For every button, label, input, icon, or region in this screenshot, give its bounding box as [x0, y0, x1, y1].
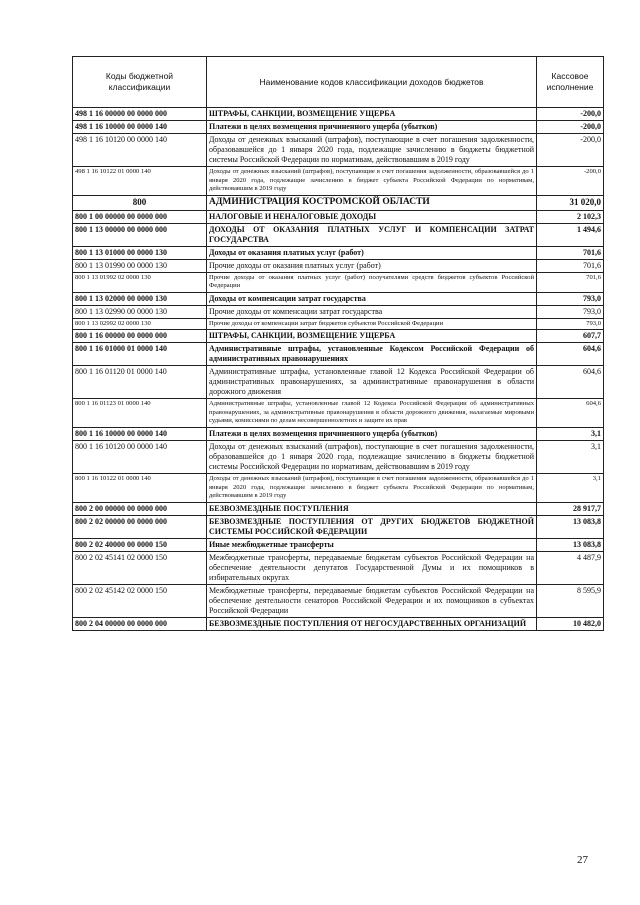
row-code: 498 1 16 10000 00 0000 140: [73, 121, 207, 134]
table-row: [73, 305, 604, 318]
page-number: 27: [577, 854, 588, 866]
table-row: [73, 292, 604, 305]
table-row: [73, 134, 604, 167]
table-row: [73, 551, 604, 584]
table-row: [73, 223, 604, 246]
row-amount: 8 595,9: [537, 584, 604, 617]
row-amount: 793,0: [537, 292, 604, 305]
table-row: [73, 584, 604, 617]
row-code: 800 1 13 01990 00 0000 130: [73, 259, 207, 272]
header-names: Наименование кодов классификации доходов бюджетов: [207, 57, 537, 108]
row-name: Административные штрафы, установленные Кодексом Российской Федерации об административных правонарушениях: [207, 343, 537, 366]
row-code: 800 1 16 01000 01 0000 140: [73, 343, 207, 366]
row-name: БЕЗВОЗМЕЗДНЫЕ ПОСТУПЛЕНИЯ ОТ НЕГОСУДАРСТВЕННЫХ ОРГАНИЗАЦИЙ: [207, 617, 537, 630]
row-name: Доходы от денежных взысканий (штрафов), поступающие в счет погашения задолженности, образовавшейся до 1 января 2020 года, подлежащие зачислению в бюджет субъекта Российской Федерации по нормативам, действовавшим в 2019 году: [207, 473, 537, 502]
row-amount: 2 102,3: [537, 210, 604, 223]
row-amount: 604,6: [537, 399, 604, 428]
table-row: [73, 330, 604, 343]
row-name: Административные штрафы, установленные главой 12 Кодекса Российской Федерации об административных правонарушениях, за административные правонарушения в области дорожного движения, налагаемые мировыми судьями, комиссиями по делам несовершеннолетних и защите их прав: [207, 399, 537, 428]
row-amount: 28 917,7: [537, 502, 604, 515]
table-row: [73, 167, 604, 196]
row-code: 800 1 16 00000 00 0000 000: [73, 330, 207, 343]
table-row: [73, 617, 604, 630]
row-name: Административные штрафы, установленные главой 12 Кодекса Российской Федерации об административных правонарушениях, за административные правонарушения в области дорожного движения: [207, 366, 537, 399]
row-code: 800 2 02 45141 02 0000 150: [73, 551, 207, 584]
row-amount: 793,0: [537, 305, 604, 318]
row-amount: 701,6: [537, 259, 604, 272]
row-amount: 3,1: [537, 440, 604, 473]
row-name: Платежи в целях возмещения причиненного ущерба (убытков): [207, 427, 537, 440]
row-amount: 793,0: [537, 318, 604, 330]
row-name: Межбюджетные трансферты, передаваемые бюджетам субъектов Российской Федерации на обеспечение деятельности депутатов Государственной Думы и их помощников в избирательных округах: [207, 551, 537, 584]
table-row: [73, 259, 604, 272]
row-code: 800 1 16 10000 00 0000 140: [73, 427, 207, 440]
table-row: [73, 210, 604, 223]
row-code: 800 1 00 00000 00 0000 000: [73, 210, 207, 223]
row-name: ДОХОДЫ ОТ ОКАЗАНИЯ ПЛАТНЫХ УСЛУГ И КОМПЕНСАЦИИ ЗАТРАТ ГОСУДАРСТВА: [207, 223, 537, 246]
row-code: 800 1 13 01000 00 0000 130: [73, 246, 207, 259]
row-code: 800: [73, 195, 207, 210]
row-amount: -200,0: [537, 134, 604, 167]
row-amount: 13 083,8: [537, 515, 604, 538]
row-code: 800 1 16 01120 01 0000 140: [73, 366, 207, 399]
header-amount: Кассовое исполнение: [537, 57, 604, 108]
table-row: [73, 399, 604, 428]
row-code: 800 1 16 10122 01 0000 140: [73, 473, 207, 502]
row-name: Прочие доходы от оказания платных услуг (работ) получателями средств бюджетов субъектов Российской Федерации: [207, 272, 537, 292]
row-amount: 607,7: [537, 330, 604, 343]
row-amount: 13 083,8: [537, 538, 604, 551]
row-name: АДМИНИСТРАЦИЯ КОСТРОМСКОЙ ОБЛАСТИ: [207, 195, 537, 210]
row-amount: 604,6: [537, 343, 604, 366]
row-amount: -200,0: [537, 167, 604, 196]
row-code: 498 1 16 00000 00 0000 000: [73, 108, 207, 121]
table-row: [73, 318, 604, 330]
row-name: НАЛОГОВЫЕ И НЕНАЛОГОВЫЕ ДОХОДЫ: [207, 210, 537, 223]
table-row: [73, 108, 604, 121]
row-code: 800 1 13 01992 02 0000 130: [73, 272, 207, 292]
table-row: [73, 538, 604, 551]
row-code: 800 2 00 00000 00 0000 000: [73, 502, 207, 515]
row-code: 800 1 13 02992 02 0000 130: [73, 318, 207, 330]
row-code: 800 1 13 00000 00 0000 000: [73, 223, 207, 246]
row-name: Доходы от денежных взысканий (штрафов), поступающие в счет погашения задолженности, образовавшейся до 1 января 2020 года, подлежащие зачислению в бюджеты бюджетной системы Российской Федерации по нормативам, действовавшим в 2019 году: [207, 134, 537, 167]
row-name: Прочие доходы от оказания платных услуг (работ): [207, 259, 537, 272]
row-name: БЕЗВОЗМЕЗДНЫЕ ПОСТУПЛЕНИЯ: [207, 502, 537, 515]
table-row: [73, 343, 604, 366]
row-code: 800 1 16 10120 00 0000 140: [73, 440, 207, 473]
row-name: ШТРАФЫ, САНКЦИИ, ВОЗМЕЩЕНИЕ УЩЕРБА: [207, 330, 537, 343]
row-name: БЕЗВОЗМЕЗДНЫЕ ПОСТУПЛЕНИЯ ОТ ДРУГИХ БЮДЖЕТОВ БЮДЖЕТНОЙ СИСТЕМЫ РОССИЙСКОЙ ФЕДЕРАЦИИ: [207, 515, 537, 538]
row-amount: -200,0: [537, 108, 604, 121]
table-row: [73, 473, 604, 502]
row-name: Доходы от денежных взысканий (штрафов), поступающие в счет погашения задолженности, образовавшейся до 1 января 2020 года, подлежащие зачислению в бюджеты бюджетной системы Российской Федерации по нормативам, действовавшим в 2019 году: [207, 440, 537, 473]
row-name: Доходы от оказания платных услуг (работ): [207, 246, 537, 259]
row-code: 800 1 13 02000 00 0000 130: [73, 292, 207, 305]
table-row: [73, 246, 604, 259]
row-code: 498 1 16 10122 01 0000 140: [73, 167, 207, 196]
table-row: [73, 195, 604, 210]
row-code: 800 2 02 45142 02 0000 150: [73, 584, 207, 617]
table-row: [73, 502, 604, 515]
row-amount: 3,1: [537, 427, 604, 440]
row-code: 800 1 16 01123 01 0000 140: [73, 399, 207, 428]
row-name: ШТРАФЫ, САНКЦИИ, ВОЗМЕЩЕНИЕ УЩЕРБА: [207, 108, 537, 121]
row-amount: 701,6: [537, 246, 604, 259]
row-amount: 604,6: [537, 366, 604, 399]
row-code: 800 2 02 40000 00 0000 150: [73, 538, 207, 551]
header-codes: Коды бюджетной классификации: [73, 57, 207, 108]
row-amount: 1 494,6: [537, 223, 604, 246]
table-body: [73, 108, 604, 631]
row-name: Иные межбюджетные трансферты: [207, 538, 537, 551]
table-row: [73, 272, 604, 292]
row-code: 498 1 16 10120 00 0000 140: [73, 134, 207, 167]
table-row: [73, 515, 604, 538]
row-code: 800 2 02 00000 00 0000 000: [73, 515, 207, 538]
row-name: Платежи в целях возмещения причиненного ущерба (убытков): [207, 121, 537, 134]
budget-revenue-table: [72, 56, 604, 631]
row-name: Доходы от денежных взысканий (штрафов), поступающие в счет погашения задолженности, образовавшейся до 1 января 2020 года, подлежащие зачислению в бюджет субъекта Российской Федерации по нормативам, действовавшим в 2019 году: [207, 167, 537, 196]
row-code: 800 2 04 00000 00 0000 000: [73, 617, 207, 630]
row-amount: -200,0: [537, 121, 604, 134]
table-row: [73, 440, 604, 473]
table-row: [73, 366, 604, 399]
row-name: Доходы от компенсации затрат государства: [207, 292, 537, 305]
table-header-row: [73, 57, 604, 108]
table-row: [73, 121, 604, 134]
row-name: Прочие доходы от компенсации затрат государства: [207, 305, 537, 318]
row-amount: 701,6: [537, 272, 604, 292]
row-amount: 4 487,9: [537, 551, 604, 584]
row-name: Прочие доходы от компенсации затрат бюджетов субъектов Российской Федерации: [207, 318, 537, 330]
row-name: Межбюджетные трансферты, передаваемые бюджетам субъектов Российской Федерации на обеспечение деятельности сенаторов Российской Федерации и их помощников в субъектах Российской Федерации: [207, 584, 537, 617]
row-code: 800 1 13 02990 00 0000 130: [73, 305, 207, 318]
row-amount: 31 020,0: [537, 195, 604, 210]
table-row: [73, 427, 604, 440]
row-amount: 10 482,0: [537, 617, 604, 630]
row-amount: 3,1: [537, 473, 604, 502]
